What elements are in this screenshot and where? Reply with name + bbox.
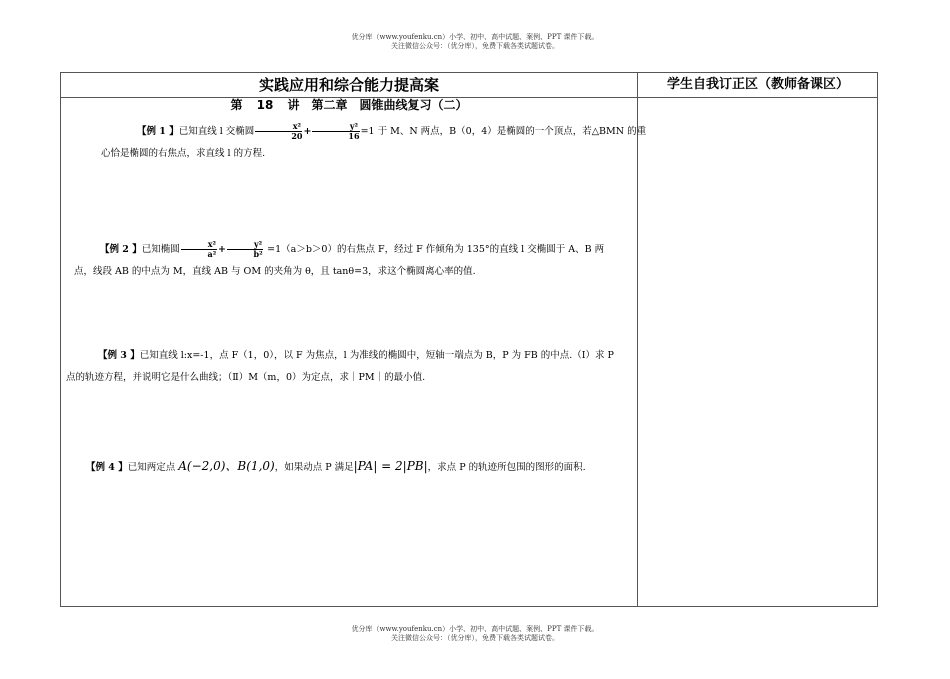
worksheet-table	[60, 72, 878, 607]
left-column-title: 实践应用和综合能力提高案	[258, 76, 439, 94]
page-header	[0, 33, 950, 51]
example-4-pre: 已知两定点	[127, 462, 179, 473]
example-1-tag: 【例 1 】	[137, 126, 179, 137]
fraction-x2-20: $\frac{\text{x²}}{20}$	[255, 122, 302, 141]
example-4-mid: ，如果动点 P 满足	[274, 462, 354, 473]
footer-line-1: 优分库（www.youfenku.cn）小学、初中、高中试题、案例、PPT 课件下载。	[351, 625, 599, 633]
example-2-post: =1（a＞b＞0）的右焦点 F，经过 F 作倾角为 135°的直线 l 交椭圆于 A、B 两点，线段 AB 的中点为 M，直线 AB 与 OM 的夹角为 θ，且 tanθ=3，求这个椭圆离心率的值.	[74, 244, 605, 277]
example-2: 【例 2 】已知椭圆 $\frac{\text{x²}}{\text{a²}}$ + $\frac{\text{y²}}{\text{b²}}$ =1（a＞b＞0）的右焦点 F，经过 F 作倾角为 135°的直线 l 交椭圆于 A、B 两点，线段 AB 的中点为 M，直线 AB 与 OM 的夹角为 θ，且 tanθ=3，求这个椭圆离心率的值.	[74, 239, 605, 277]
example-1-pre: 已知直线 l 交椭圆	[178, 126, 255, 137]
header-line-1: 优分库（www.youfenku.cn）小学、初中、高中试题、案例、PPT 课件下载。	[351, 33, 599, 41]
footer-line-2: 关注微信公众号：（优分库），免费下载各类试题试卷。	[391, 634, 559, 642]
example-2-pre: 已知椭圆	[141, 244, 180, 255]
example-4	[72, 455, 620, 479]
fraction-y2-b2: $\frac{\text{y²}}{\text{b²}}$	[227, 240, 263, 259]
header-line-2: 关注微信公众号：（优分库），免费下载各类试题试卷。	[391, 42, 559, 50]
example-3-text: 已知直线 l:x=-1，点 F（1，0），以 F 为焦点，l 为准线的椭圆中，短轴一端点为 B，P 为 FB 的中点.（Ⅰ）求 P 点的轨迹方程，并说明它是什么曲线；（Ⅱ）M（m，0）为定点，求｜PM｜的最小值.	[66, 350, 614, 383]
example-4-condition: |PA| = 2|PB|	[353, 459, 428, 473]
page-footer	[0, 625, 950, 643]
example-4-tag: 【例 4 】	[86, 462, 128, 473]
example-2-tag: 【例 2 】	[100, 244, 142, 255]
example-1: 【例 1 】已知直线 l 交椭圆 $\frac{\text{x²}}{20}$ + $\frac{\text{y²}}{16}$ =1 于 M、N 两点，B（0，4）是椭圆的一个顶点，若△BMN 的重心恰是椭圆的右焦点，求直线 l 的方程.	[101, 121, 647, 159]
right-column-title: 学生自我订正区（教师备课区）	[666, 77, 849, 92]
example-3-tag: 【例 3 】	[98, 350, 140, 361]
fraction-x2-a2: $\frac{\text{x²}}{\text{a²}}$	[181, 240, 217, 259]
example-1-post: =1 于 M、N 两点，B（0，4）是椭圆的一个顶点，若△BMN 的重心恰是椭圆的右焦点，求直线 l 的方程.	[101, 126, 647, 159]
fraction-y2-16: $\frac{\text{y²}}{16}$	[312, 122, 359, 141]
example-3	[66, 345, 614, 389]
example-4-post: ，求点 P 的轨迹所包围的图形的面积.	[427, 462, 586, 473]
example-4-points: A(−2,0)、B(1,0)	[178, 459, 275, 473]
lecture-title: 第 18 讲 第二章 圆锥曲线复习（二）	[230, 98, 468, 112]
